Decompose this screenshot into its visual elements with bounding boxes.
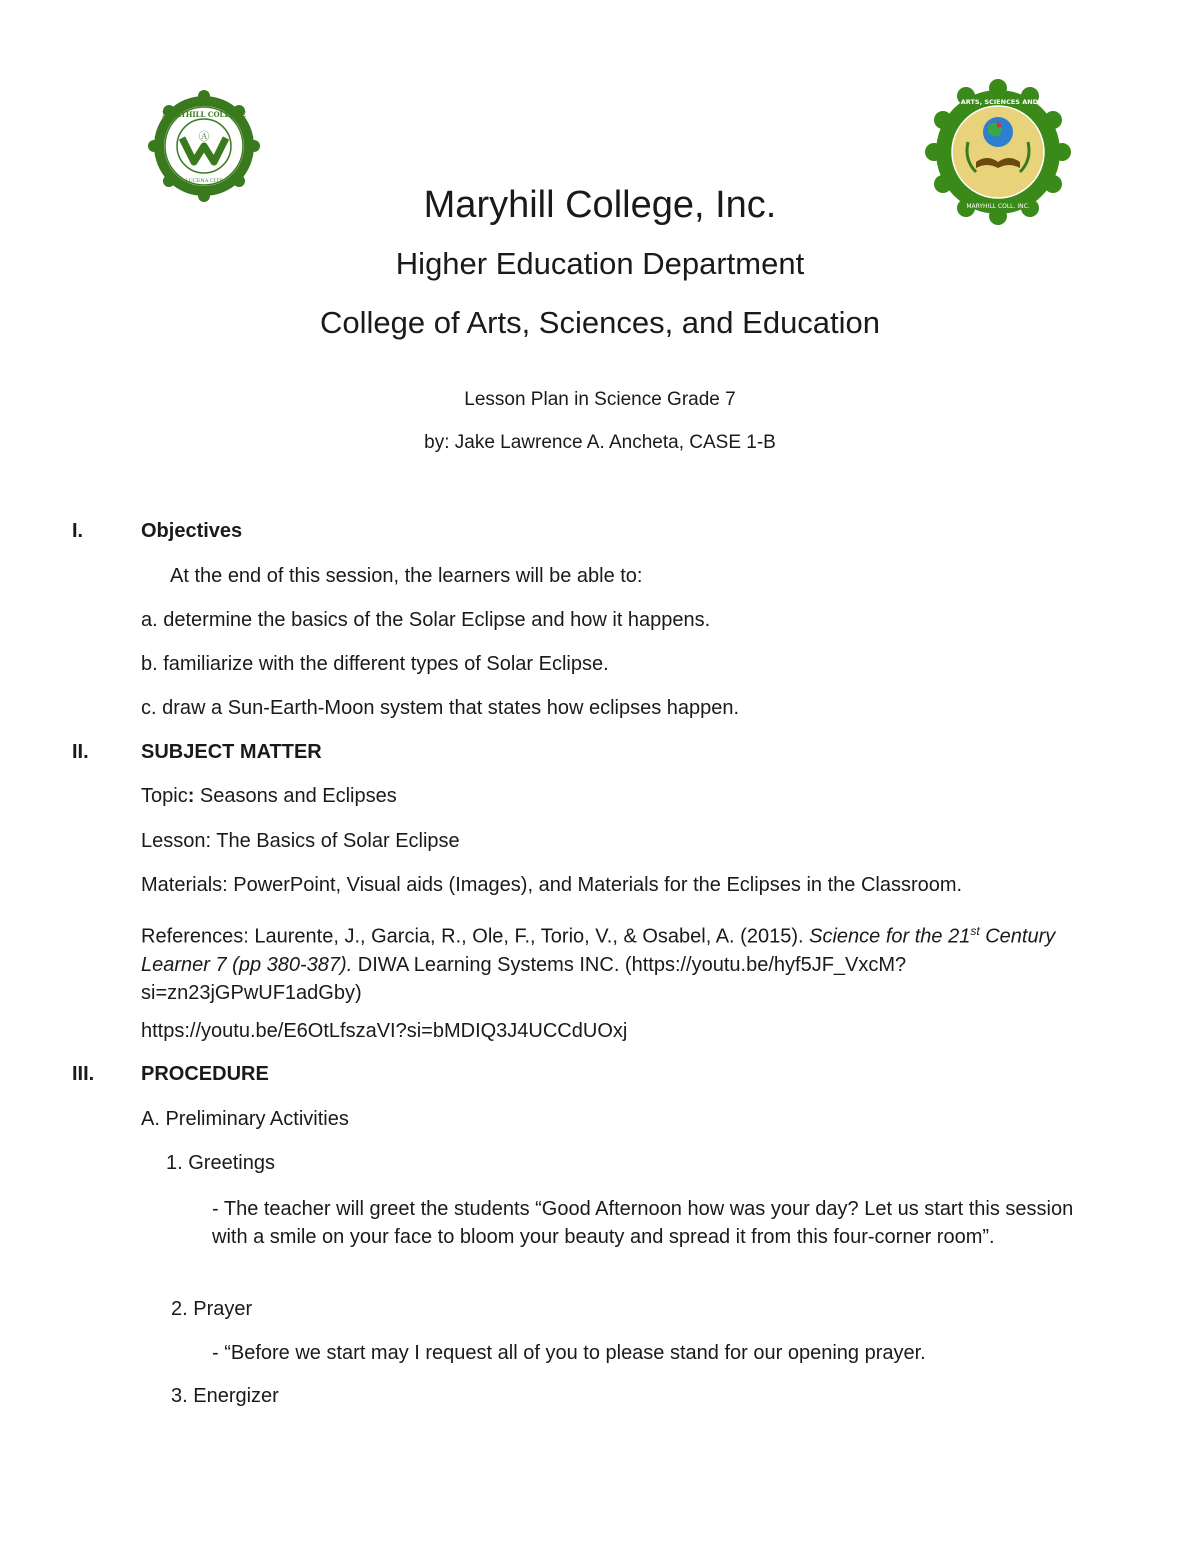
objectives-numeral: I.	[72, 520, 84, 542]
institution-title: Maryhill College, Inc.	[423, 184, 777, 226]
topic-label: Topic	[141, 785, 188, 807]
step-energizer: 3. Energizer	[171, 1385, 279, 1407]
topic-line	[141, 785, 397, 808]
procedure-numeral: III.	[72, 1063, 95, 1085]
author-line: by: Jake Lawrence A. Ancheta, CASE 1-B	[424, 432, 776, 453]
lesson-line: Lesson: The Basics of Solar Eclipse	[141, 830, 460, 852]
topic-colon: :	[187, 785, 195, 807]
step-greetings: 1. Greetings	[166, 1152, 275, 1174]
objective-item-c: c. draw a Sun-Earth-Moon system that states how eclipses happen.	[141, 697, 740, 719]
objectives-heading: Objectives	[141, 520, 243, 542]
references-title-a: Science for the 21	[809, 925, 971, 948]
references-prefix: References: Laurente, J., Garcia, R., Ole, F., Torio, V., & Osabel, A. (2015).	[141, 925, 810, 948]
objective-item-b: b. familiarize with the different types of Solar Eclipse.	[141, 653, 609, 675]
references-suffix: DIWA Learning Systems INC. (https://youtu.be/hyf5JF_VxcM?si=zn23jGPwUF1adGby)	[141, 953, 907, 1004]
objectives-intro: At the end of this session, the learners will be able to:	[170, 565, 643, 587]
references-title-b: Century Learner 7 (pp 380-387).	[141, 925, 1056, 976]
reference-link-2[interactable]: https://youtu.be/E6OtLfszaVI?si=bMDIQ3J4UCCdUOxj	[141, 1020, 628, 1042]
right-logo-top-text: COLLEGE OF ARTS, SCIENCES AND EDUCATION	[913, 98, 1083, 106]
references-paragraph	[141, 917, 1066, 1007]
topic-value: Seasons and Eclipses	[194, 785, 397, 807]
left-logo-bottom-text: LUCENA CITY	[185, 178, 223, 184]
objective-item-a: a. determine the basics of the Solar Eclipse and how it happens.	[141, 609, 711, 631]
department-title: Higher Education Department	[395, 246, 805, 281]
procedure-heading: PROCEDURE	[141, 1063, 269, 1085]
greetings-text: - The teacher will greet the students “Good Afternoon how was your day? Let us start this session with a smile on your face to bloom your beauty and spread it from this four-corner room”.	[212, 1198, 1074, 1248]
step-prayer: 2. Prayer	[171, 1298, 253, 1320]
college-title: College of Arts, Sciences, and Education	[319, 305, 881, 340]
subject-matter-numeral: II.	[72, 741, 89, 763]
subject-matter-heading: SUBJECT MATTER	[141, 741, 322, 763]
references-title-sup: st	[970, 924, 980, 938]
lesson-plan-title: Lesson Plan in Science Grade 7	[464, 389, 736, 410]
prayer-text: - “Before we start may I request all of you to please stand for our opening prayer.	[212, 1342, 926, 1364]
right-logo-bottom-text: MARYHILL COLL. INC.	[966, 203, 1030, 210]
left-logo-top-text: MARYHILL COLLEGE	[161, 110, 247, 119]
svg-text:Ⓐ: Ⓐ	[198, 130, 210, 143]
materials-line: Materials: PowerPoint, Visual aids (Images), and Materials for the Eclipses in the Classroom.	[141, 874, 963, 896]
preliminary-activities: A. Preliminary Activities	[141, 1108, 349, 1130]
